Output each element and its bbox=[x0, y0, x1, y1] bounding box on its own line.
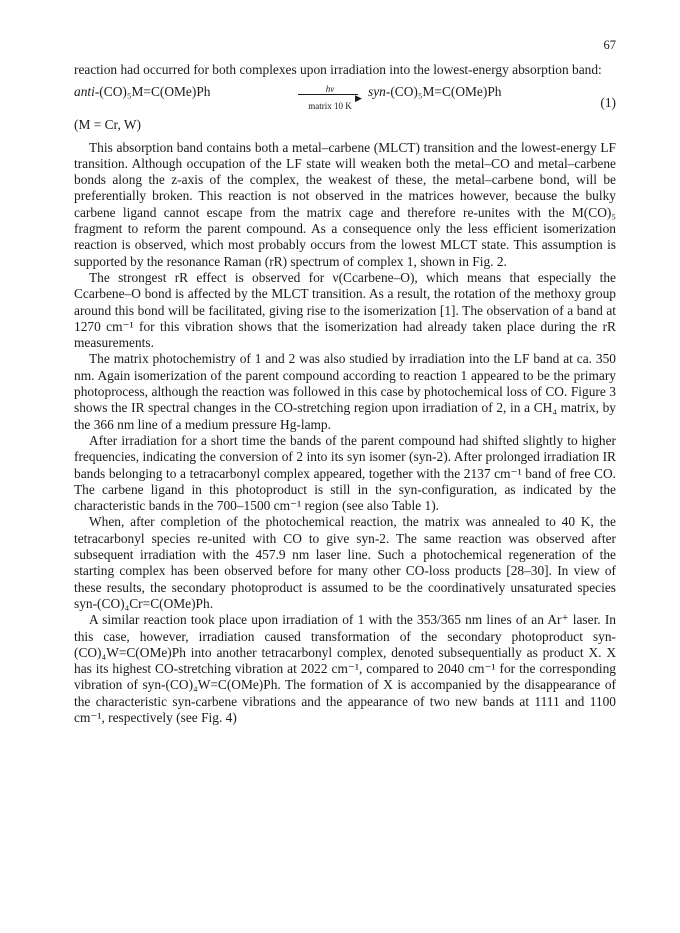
page-number: 67 bbox=[603, 38, 616, 52]
equation-product bbox=[368, 84, 501, 100]
product-formula: -(CO)₅M=C(OMe)Ph bbox=[385, 84, 502, 100]
equation-1 bbox=[74, 81, 616, 117]
reactant-isomer: anti bbox=[74, 84, 95, 100]
paragraph-6: A similar reaction took place upon irradiation of 1 with the 353/365 nm lines of an Ar⁺ laser. In this case, however, irradiation caused transformation of the secondary photoproduct syn-(CO)₄W=C(OMe)Ph into another tetracarbonyl complex, denoted subsequentially as product X. X has its highest CO-stretching vibration at 2022 cm⁻¹, compared to 2040 cm⁻¹ for the corresponding vibration of syn-(CO)₄W=C(OMe)Ph. The formation of X is accompanied by the disappearance of the characteristic syn-carbene vibrations and the appearance of two new bands at 1111 and 1100 cm⁻¹, respectively (see Fig. 4) bbox=[74, 612, 616, 725]
paragraph-3: The matrix photochemistry of 1 and 2 was also studied by irradiation into the LF band at ca. 350 nm. Again isomerization of the parent compound according to reaction 1 appeared to be the primary photoprocess, although the reaction was followed in this case by photochemical loss of CO. Figure 3 shows the IR spectral changes in the CO-stretching region upon irradiation of 2, in a CH₄ matrix, by the 366 nm line of a medium pressure Hg-lamp. bbox=[74, 351, 616, 432]
equation-metals: (M = Cr, W) bbox=[74, 117, 142, 133]
arrow-head: ▶ bbox=[355, 93, 362, 104]
arrow-top-label: hν bbox=[325, 84, 335, 95]
arrow-shaft bbox=[298, 94, 358, 95]
intro-paragraph: reaction had occurred for both complexes upon irradiation into the lowest-energy absorption band: bbox=[74, 62, 602, 77]
paragraph-4: After irradiation for a short time the bands of the parent compound had shifted slightly to higher frequencies, indicating the conversion of 2 into its syn isomer (syn-2). After prolonged irradiation IR bands belonging to a tetracarbonyl complex appeared, together with the 2137 cm⁻¹ band of free CO. The carbene ligand in this photoproduct is still in the syn-configuration, as indicated by the characteristic bands in the 700–1500 cm⁻¹ region (see also Table 1). bbox=[74, 432, 616, 514]
paragraph-1: This absorption band contains both a metal–carbene (MLCT) transition and the lowest-energy LF transition. Although occupation of the LF state will weaken both the metal–CO and metal–carbene bonds along the z-axis of the complex, the weakest of these, the metal–carbene bond, will be preferentially broken. This reaction is not observed in the matrices however, because the bulky carbene ligand cannot escape from the matrix cage and therefore re-unites with the M(CO)₅ fragment to reform the parent compound. As a consequence only the less efficient isomerization reaction is observed, which most probably occurs from the lowest MLCT state. This assumption is supported by the resonance Raman (rR) spectrum of complex 1, shown in Fig. 2. bbox=[74, 139, 616, 269]
equation-number: (1) bbox=[600, 95, 616, 111]
paragraph-5: When, after completion of the photochemical reaction, the matrix was annealed to 40 K, the tetracarbonyl species re-united with CO to give syn-2. The same reaction was observed after subsequent irradiation with the 457.9 nm laser line. Such a photochemical regeneration of the starting complex has been observed before for many other CO-loss products [28–30]. In view of these results, the secondary photoproduct is assumed to be the coordinatively unsaturated species syn-(CO)₄Cr=C(OMe)Ph. bbox=[74, 514, 616, 611]
equation-reactant bbox=[74, 84, 210, 100]
paragraph-2: The strongest rR effect is observed for ν(Ccarbene–O), which means that especially the Ccarbene–O bond is affected by the MLCT transition. As a result, the rotation of the methoxy group around this bond will be facilitated, giving rise to the isomerization [1]. The observation of a band at 1270 cm⁻¹ for this vibration shows that the isomerization had already taken place during the rR measurements. bbox=[74, 269, 616, 351]
body-text bbox=[74, 62, 616, 726]
arrow-bottom-label: matrix 10 K bbox=[308, 101, 352, 112]
product-isomer: syn bbox=[368, 84, 386, 100]
reaction-arrow bbox=[296, 81, 364, 115]
reactant-formula: -(CO)₅M=C(OMe)Ph bbox=[94, 84, 211, 100]
